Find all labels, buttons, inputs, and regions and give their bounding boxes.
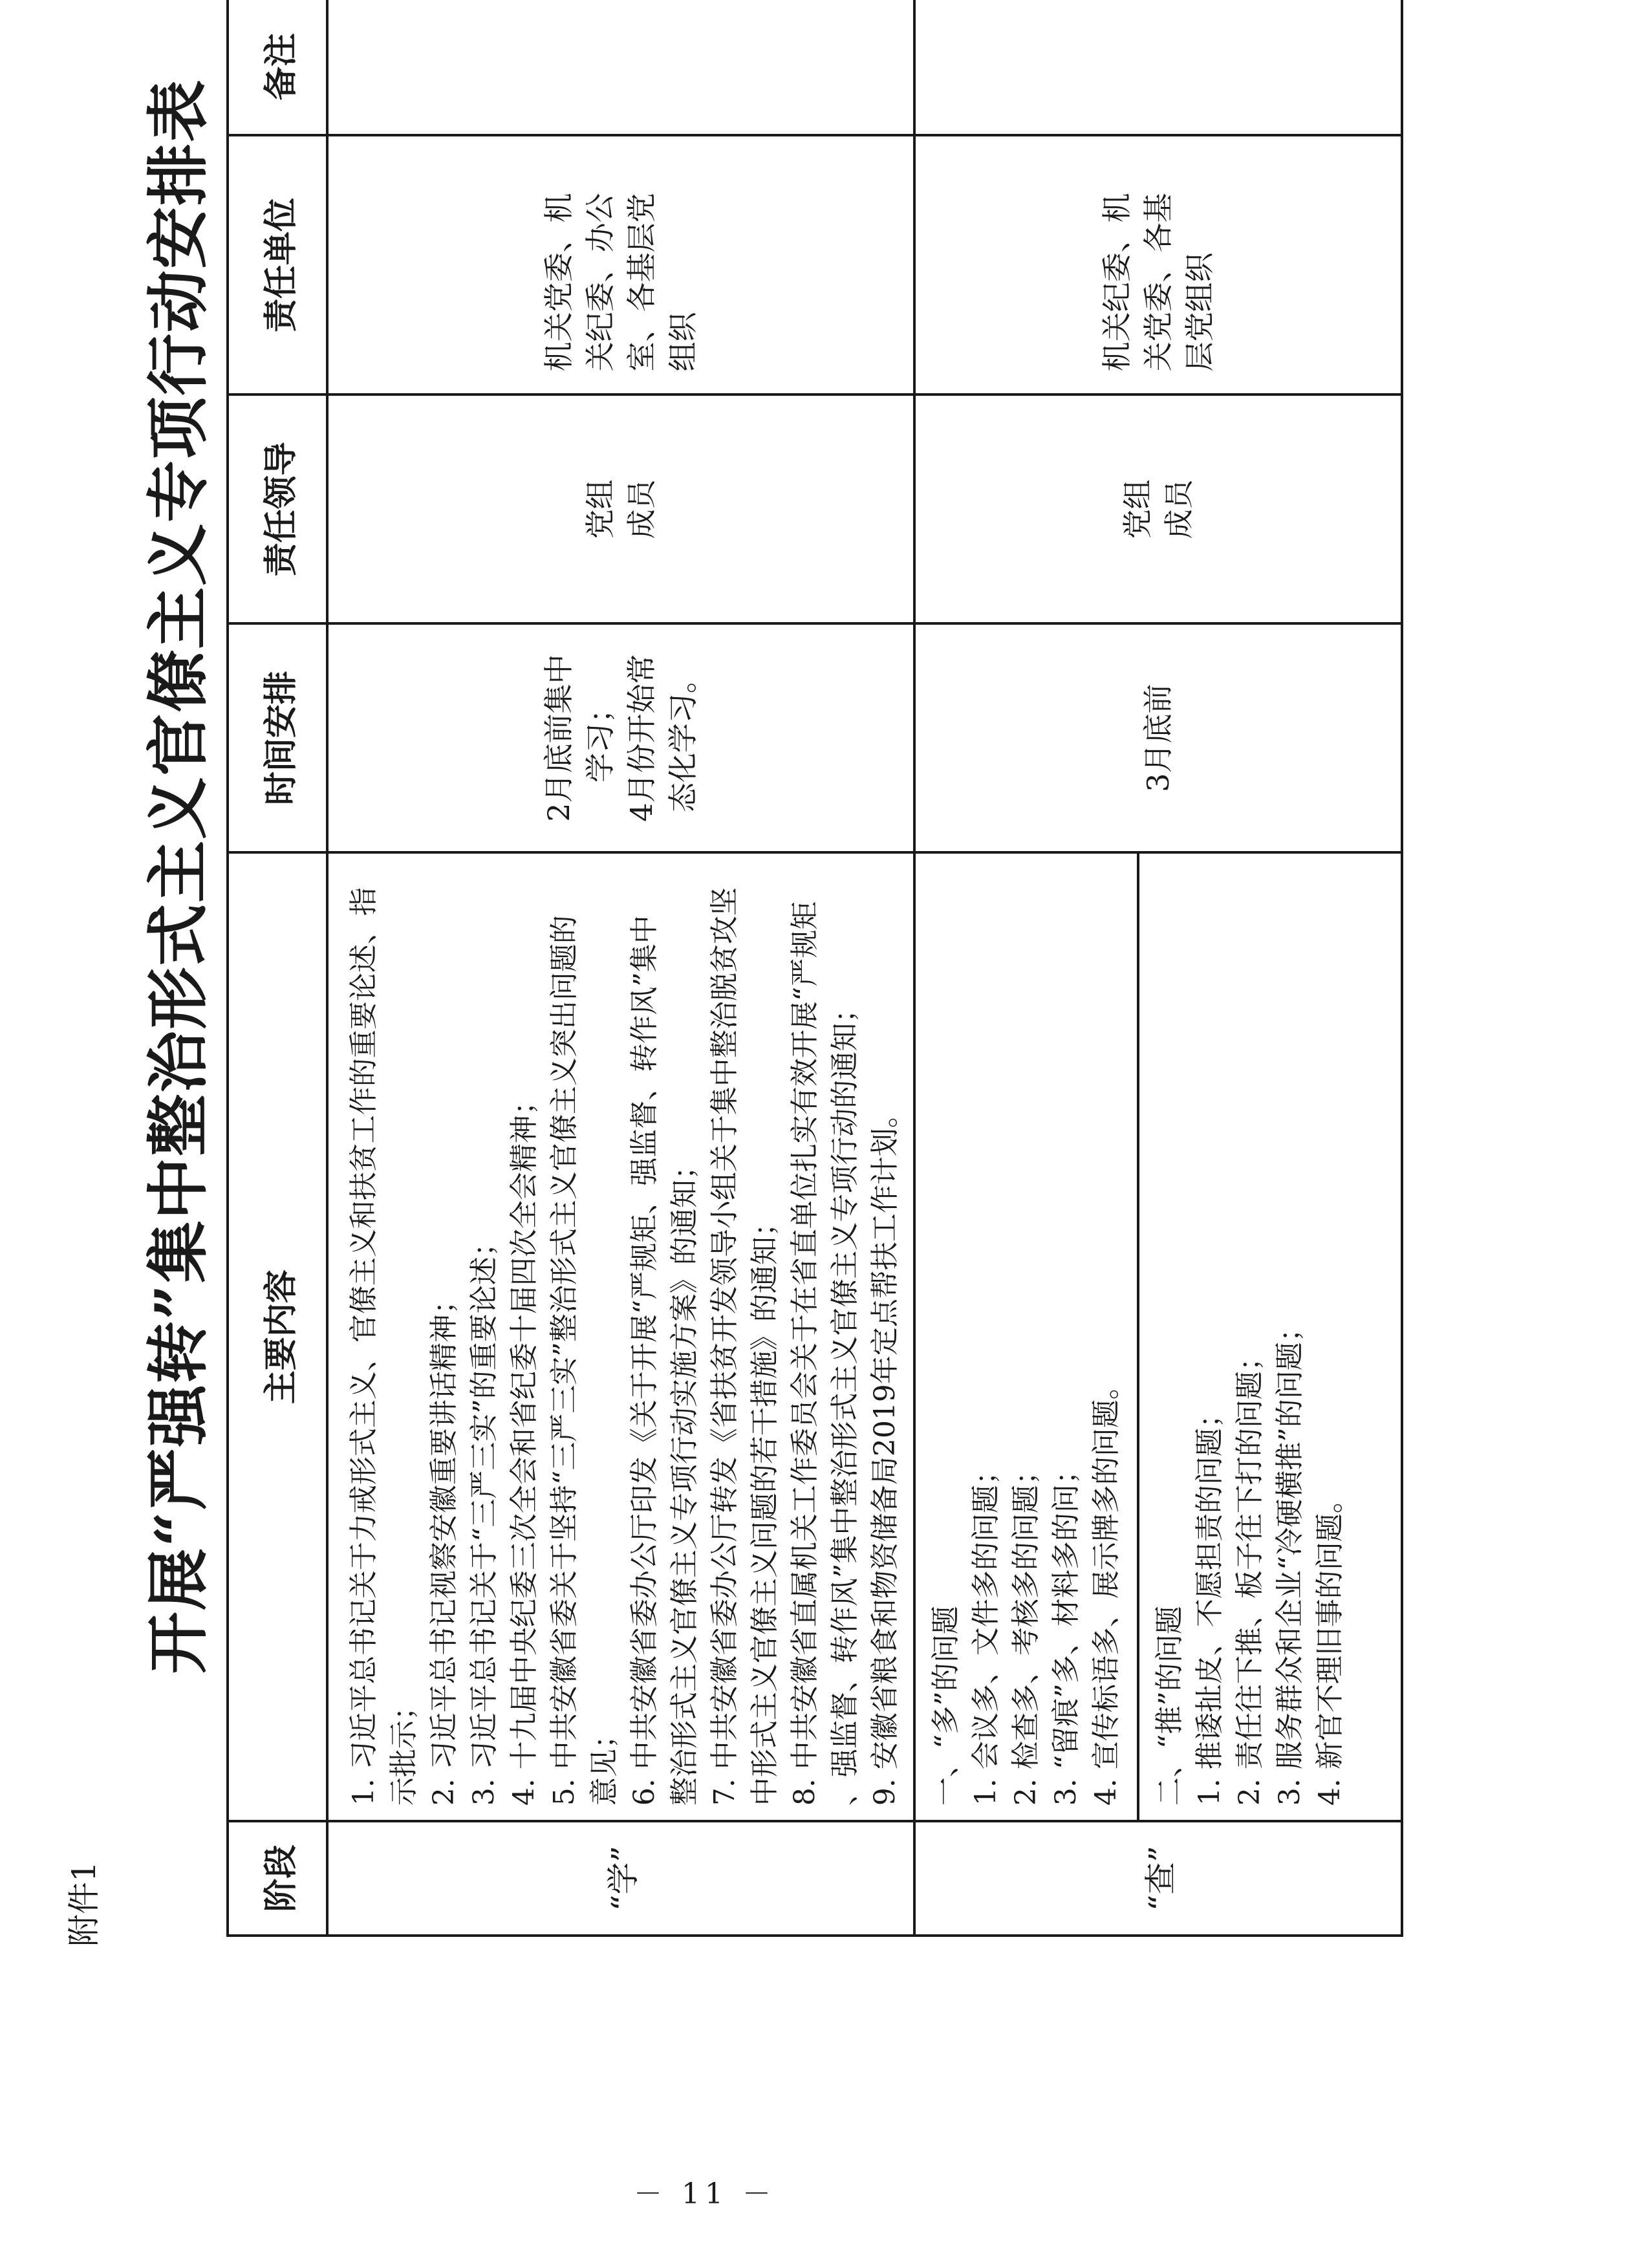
leader-line: 党组 <box>1120 479 1155 539</box>
content-line: 4. 十九届中央纪委三次全会和省纪委十届四次全会精神； <box>508 1086 541 1806</box>
leader-line: 成员 <box>1161 479 1196 539</box>
header-remark: 备注 <box>228 0 327 135</box>
problem-block-duo <box>916 854 1139 1820</box>
unit-line: 关纪委、办公 <box>583 193 618 372</box>
page-title: 开展“严强转”集中整治形式主义官僚主义专项行动安排表 <box>142 78 215 1674</box>
header-leader: 责任领导 <box>228 394 327 623</box>
unit-line: 组织 <box>665 312 700 372</box>
unit-line: 层党组织 <box>1182 252 1217 372</box>
header-stage: 阶段 <box>228 1821 327 1936</box>
content-line: 一、“多”的问题 <box>929 1606 962 1806</box>
rotated-page-content <box>58 0 1390 1947</box>
unit-line: 关党委、各基 <box>1141 193 1176 372</box>
page-number: － 11 － <box>634 2177 776 2210</box>
unit-line: 室、各基层党 <box>624 193 659 372</box>
time-line: 学习； <box>583 693 618 783</box>
leader-line: 成员 <box>624 479 659 539</box>
time-cell <box>327 623 914 852</box>
time-line: 2月底前集中 <box>541 654 576 822</box>
schedule-table <box>226 0 1403 1937</box>
table-row <box>914 0 1402 1936</box>
content-line: 7. 中共安徽省委办公厅转发《省扶贫开发领导小组关于集中整治脱贫攻坚 <box>708 887 741 1806</box>
content-cell <box>327 852 914 1821</box>
content-line: 示批示； <box>387 1692 420 1806</box>
content-line: 意见； <box>588 1720 621 1806</box>
leader-cell <box>327 394 914 623</box>
time-line: 4月份开始常 <box>624 654 659 822</box>
leader-line: 党组 <box>583 479 618 539</box>
leader-cell <box>914 394 1402 623</box>
content-line: 二、“推”的问题 <box>1153 1606 1186 1806</box>
content-line: 1. 会议多、文件多的问题； <box>969 1456 1002 1806</box>
content-line: 1. 习近平总书记关于力戒形式主义、官僚主义和扶贫工作的重要论述、指 <box>347 887 380 1806</box>
content-line: 3. 习近平总书记关于“三严三实”的重要论述； <box>468 1228 501 1806</box>
header-time: 时间安排 <box>228 623 327 852</box>
table-header-row <box>228 0 327 1936</box>
content-line: 5. 中共安徽省委关于坚持“三严三实”整治形式主义官僚主义突出问题的 <box>548 915 581 1806</box>
stage-cell: “查” <box>914 1821 1402 1936</box>
unit-line: 机关纪委、机 <box>1099 193 1134 372</box>
remark-cell <box>327 0 914 135</box>
content-line: 2. 检查多、考核多的问题； <box>1009 1456 1042 1806</box>
content-line: 6. 中共安徽省委办公厅印发《关于开展“严规矩、强监督、转作风”集中 <box>628 915 661 1806</box>
remark-cell <box>914 0 1402 135</box>
attachment-label: 附件1 <box>65 1861 103 1947</box>
header-content: 主要内容 <box>228 852 327 1821</box>
unit-cell <box>327 135 914 394</box>
content-line: 2. 责任往下推、板子往下打的问题； <box>1233 1343 1266 1806</box>
time-line: 3月底前 <box>1141 684 1176 792</box>
content-line: 整治形式主义官僚主义专项行动实施方案》的通知； <box>668 1151 701 1806</box>
stage-cell: “学” <box>327 1821 914 1936</box>
content-line: 4. 新官不理旧事的问题。 <box>1313 1485 1346 1806</box>
unit-line: 机关党委、机 <box>541 193 576 372</box>
problem-block-tui <box>1139 854 1361 1820</box>
content-line: 4. 宣传标语多、展示牌多的问题。 <box>1090 1371 1123 1806</box>
content-line: 8. 中共安徽省直属机关工作委员会关于在省直单位扎实有效开展“严规矩 <box>788 901 821 1806</box>
header-unit: 责任单位 <box>228 135 327 394</box>
content-line: 、强监督、转作风”集中整治形式主义官僚主义专项行动的通知； <box>828 994 861 1806</box>
time-line: 态化学习。 <box>665 664 700 813</box>
content-line: 3. “留痕”多、材料多的问； <box>1050 1456 1083 1806</box>
content-cell <box>914 852 1402 1821</box>
content-line: 3. 服务群众和企业“冷硬横推”的问题； <box>1273 1313 1306 1806</box>
unit-cell <box>914 135 1402 394</box>
table-row <box>327 0 914 1936</box>
content-line: 2. 习近平总书记视察安徽重要讲话精神； <box>427 1286 460 1806</box>
content-line: 中形式主义官僚主义问题的若干措施》的通知； <box>748 1208 781 1806</box>
content-line: 1. 推诿扯皮、不愿担责的问题； <box>1193 1399 1226 1806</box>
time-cell <box>914 623 1402 852</box>
content-line: 9. 安徽省粮食和物资储备局2019年定点帮扶工作计划。 <box>868 1099 901 1806</box>
